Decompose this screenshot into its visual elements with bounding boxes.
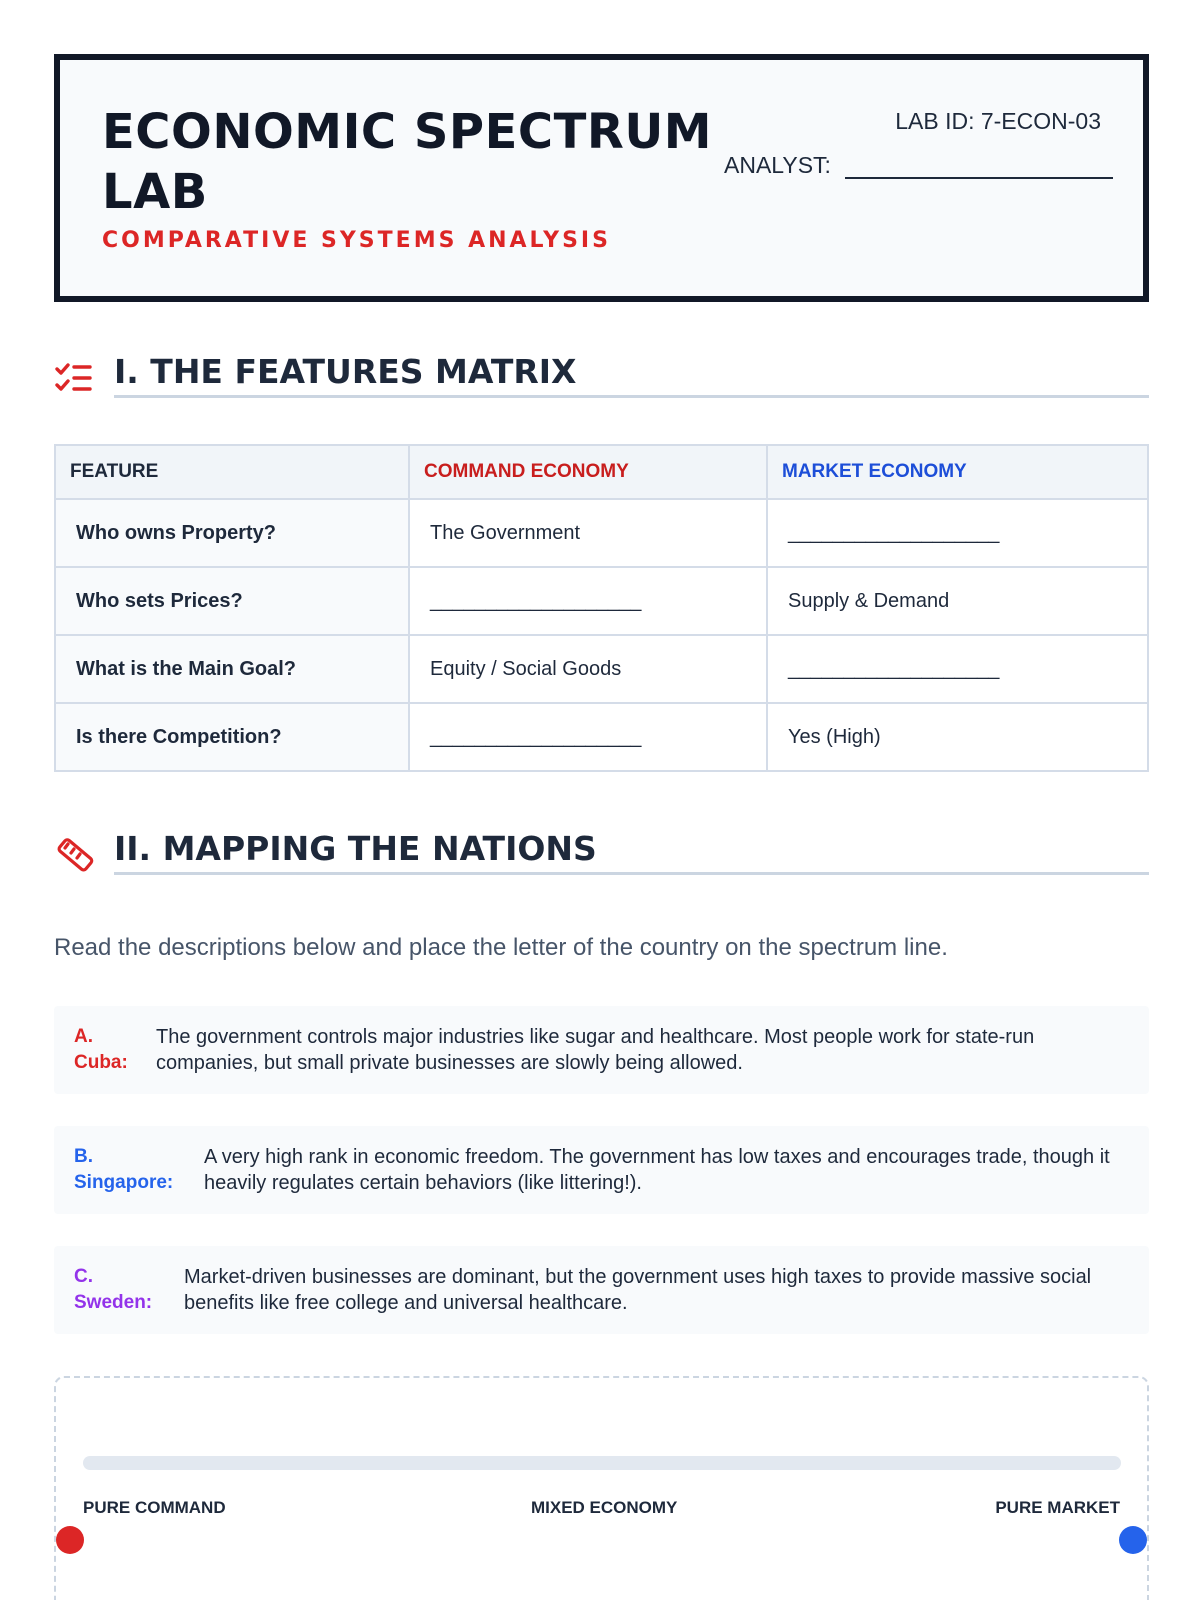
spectrum-label-mixed-economy: MIXED ECONOMY [531,1498,678,1517]
spectrum-box [54,1376,1149,1600]
country-tag [74,1264,184,1316]
command-cell-blank[interactable]: ___________________ [409,567,767,635]
country-card-sweden [54,1246,1149,1334]
features-matrix [54,444,1149,772]
analyst-blank-line[interactable] [845,155,1113,179]
table-row [55,703,1148,771]
section-features-title: I. THE FEATURES MATRIX [114,352,1149,398]
country-description: The government controls major industries like sugar and healthcare. Most people work for state-run companies, but small private businesses are slowly being allowed. [156,1026,1035,1074]
country-tag [74,1144,204,1196]
country-name: Sweden: [74,1292,153,1313]
table-row [55,567,1148,635]
spectrum-line[interactable] [83,1456,1121,1470]
section-nations-title: II. MAPPING THE NATIONS [114,829,1149,875]
market-cell: Yes (High) [767,703,1148,771]
feature-cell: Who sets Prices? [55,567,409,635]
header-market-economy: MARKET ECONOMY [767,445,1148,499]
command-cell-blank[interactable]: ___________________ [409,703,767,771]
lab-id: LAB ID: 7-ECON-03 [895,108,1101,134]
spectrum-label-pure-command: PURE COMMAND [83,1498,226,1517]
feature-cell: Is there Competition? [55,703,409,771]
table-row [55,499,1148,567]
country-description: Market-driven businesses are dominant, but the government uses high taxes to provide massive social benefits like free college and universal healthcare. [184,1266,1092,1314]
worksheet-page [54,54,1149,1517]
command-cell: The Government [409,499,767,567]
analyst-field [724,152,1113,179]
country-card-cuba [54,1006,1149,1094]
command-cell: Equity / Social Goods [409,635,767,703]
section-nations-heading [54,829,1149,889]
country-letter: A. [74,1026,93,1047]
header-command-economy: COMMAND ECONOMY [409,445,767,499]
country-card-singapore [54,1126,1149,1214]
command-endpoint-dot [56,1526,84,1554]
feature-cell: Who owns Property? [55,499,409,567]
instructions-text: Read the descriptions below and place the letter of the country on the spectrum line. [54,934,948,961]
market-endpoint-dot [1119,1526,1147,1554]
page-title: ECONOMIC SPECTRUM LAB [102,104,713,220]
table-row [55,635,1148,703]
analyst-label: ANALYST: [724,152,831,178]
matrix-header-row [55,445,1148,499]
market-cell-blank[interactable]: ___________________ [767,499,1148,567]
ruler-icon [54,835,94,875]
country-tag [74,1024,156,1076]
country-description: A very high rank in economic freedom. The government has low taxes and encourages trade, though it heavily regulates certain behaviors (like littering!). [204,1146,1110,1194]
market-cell-blank[interactable]: ___________________ [767,635,1148,703]
market-cell: Supply & Demand [767,567,1148,635]
country-name: Singapore: [74,1172,174,1193]
header-box [54,54,1149,302]
feature-cell: What is the Main Goal? [55,635,409,703]
country-letter: C. [74,1266,93,1287]
page-subtitle: COMPARATIVE SYSTEMS ANALYSIS [102,228,611,253]
section-features-heading [54,352,1149,412]
spectrum-label-pure-market: PURE MARKET [995,1498,1120,1517]
country-name: Cuba: [74,1052,128,1073]
country-letter: B. [74,1146,93,1167]
header-feature: FEATURE [55,445,409,499]
checklist-icon [54,358,94,398]
